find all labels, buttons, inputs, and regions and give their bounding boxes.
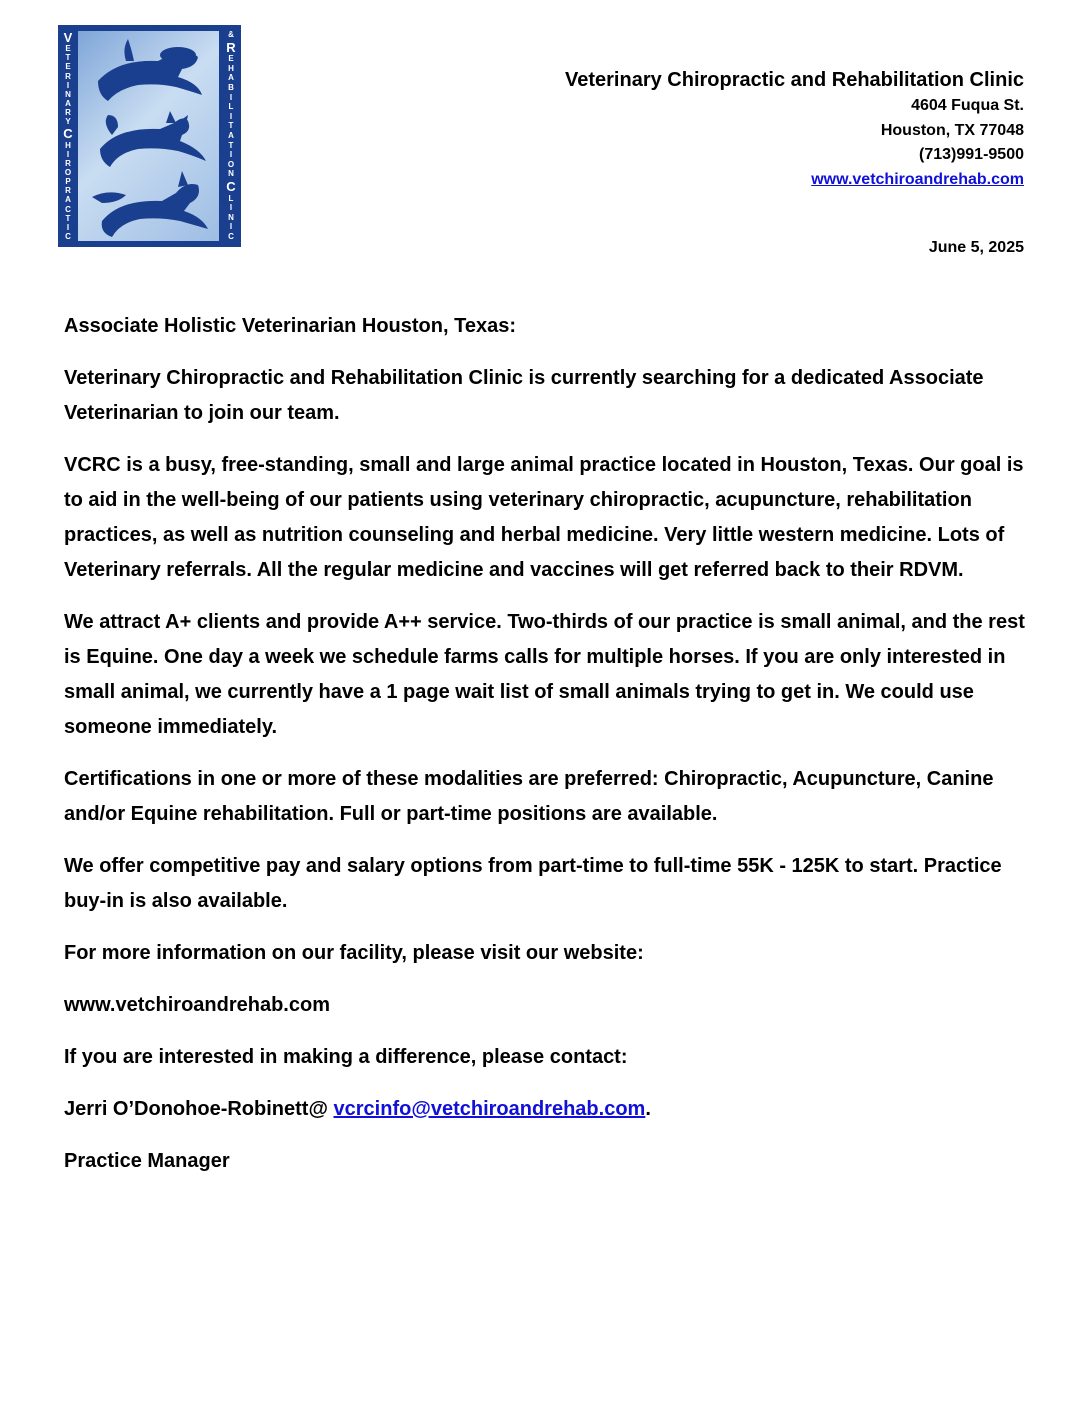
street-address: 4604 Fuqua St.: [911, 97, 1024, 114]
paragraph-more-info: For more information on our facility, please visit our website:: [64, 942, 644, 964]
contact-name: Jerri O’Donohoe-Robinett@: [64, 1098, 334, 1120]
letterhead: [565, 66, 1024, 192]
dog-icon: [98, 39, 202, 101]
job-heading: Associate Holistic Veterinarian Houston, Texas:: [64, 315, 516, 337]
website-text: www.vetchiroandrehab.com: [64, 994, 330, 1016]
paragraph-pay: We offer competitive pay and salary options from part-time to full-time 55K - 125K to start. Practice buy-in is also available.: [64, 855, 1002, 912]
paragraph-clients: We attract A+ clients and provide A++ service. Two-thirds of our practice is small animal, and the rest is Equine. One day a week we schedule farms calls for multiple horses. If you are only interested in small animal, we currently have a 1 page wait list of small animals trying to get in. We could use someone immediately.: [64, 611, 1025, 738]
phone-number: (713)991-9500: [919, 146, 1024, 163]
paragraph-intro: Veterinary Chiropractic and Rehabilitation Clinic is currently searching for a dedicated Associate Veterinarian to join our team.: [64, 367, 984, 424]
paragraph-practice: VCRC is a busy, free-standing, small and large animal practice located in Houston, Texas. Our goal is to aid in the well-being of our patients using veterinary chiropractic, acupuncture, rehabilitation practices, as well as nutrition counseling and herbal medicine. Very little western medicine. Lots of Veterinary referrals. All the regular medicine and vaccines will get referred back to their RDVM.: [64, 454, 1024, 581]
horse-icon: [92, 171, 208, 237]
logo-left-text: V E T E R I N A R Y C H I R O P R A C T I C: [63, 30, 73, 241]
clinic-name: Veterinary Chiropractic and Rehabilitation Clinic: [565, 69, 1024, 91]
website-link[interactable]: www.vetchiroandrehab.com: [811, 170, 1024, 188]
signoff-title: Practice Manager: [64, 1150, 230, 1172]
contact-line: [64, 1092, 1029, 1127]
letter-date: June 5, 2025: [928, 239, 1024, 256]
logo-right-text: & R E H A B I L I T A T I O N C L I N I C: [226, 30, 236, 241]
logo-animals: [78, 31, 219, 241]
paragraph-certifications: Certifications in one or more of these modalities are preferred: Chiropractic, Acupuncture, Canine and/or Equine rehabilitation. Full or part-time positions are available.: [64, 768, 994, 825]
city-state-zip: Houston, TX 77048: [880, 121, 1024, 139]
cat-icon: [100, 111, 206, 167]
paragraph-contact: If you are interested in making a difference, please contact:: [64, 1046, 628, 1068]
letter-body: [64, 309, 1029, 1196]
clinic-logo: [58, 25, 241, 247]
contact-email-link[interactable]: vcrcinfo@vetchiroandrehab.com: [333, 1098, 646, 1120]
contact-period: .: [645, 1098, 651, 1120]
